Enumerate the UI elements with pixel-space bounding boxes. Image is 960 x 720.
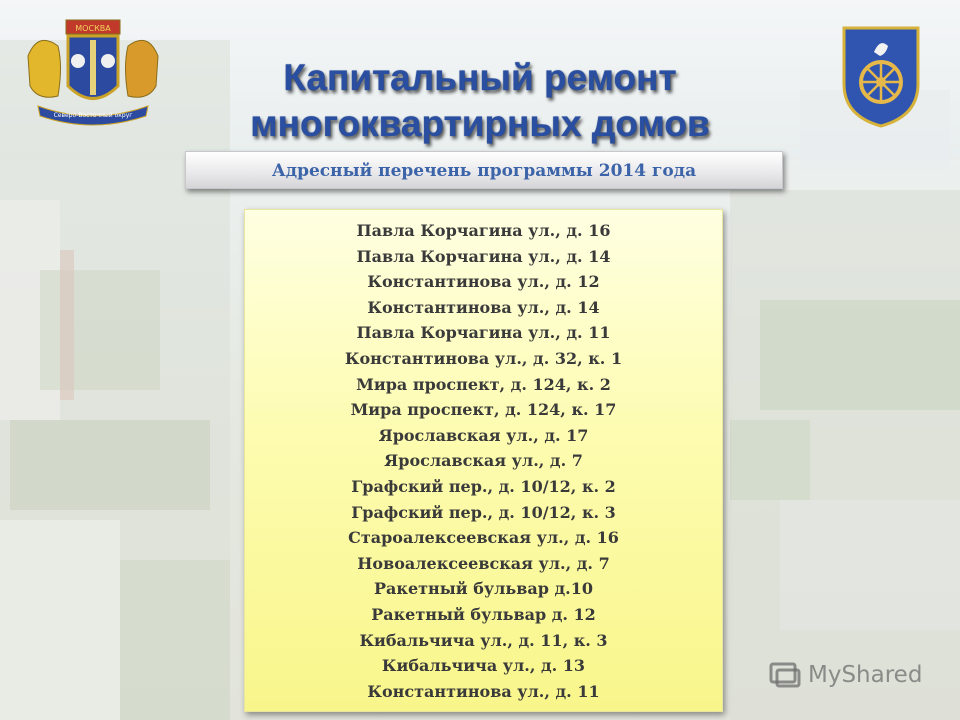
list-item: Кибальчича ул., д. 13 bbox=[381, 656, 586, 676]
list-item: Павла Корчагина ул., д. 14 bbox=[356, 246, 611, 266]
myshared-logo-icon bbox=[768, 660, 802, 690]
list-item: Павла Корчагина ул., д. 11 bbox=[356, 323, 611, 343]
watermark-text: MyShared bbox=[808, 662, 923, 688]
watermark bbox=[768, 655, 922, 695]
subtitle-banner: Адресный перечень программы 2014 года bbox=[185, 151, 783, 189]
address-list bbox=[244, 209, 723, 712]
list-item: Кибальчича ул., д. 11, к. 3 bbox=[359, 630, 608, 650]
municipal-coat-of-arms-icon bbox=[840, 24, 922, 130]
title-line-1: Капитальный ремонт bbox=[283, 57, 677, 98]
list-item: Ракетный бульвар д. 12 bbox=[371, 604, 596, 624]
list-item: Староалексеевская ул., д. 16 bbox=[348, 528, 619, 548]
list-item: Ракетный бульвар д.10 bbox=[373, 579, 594, 599]
list-item: Новоалексеевская ул., д. 7 bbox=[357, 553, 610, 573]
crest-top-text: МОСКВА bbox=[75, 24, 111, 33]
list-item: Константинова ул., д. 14 bbox=[367, 297, 600, 317]
slide-title bbox=[200, 55, 760, 147]
list-item: Ярославская ул., д. 7 bbox=[384, 451, 583, 471]
list-item: Константинова ул., д. 32, к. 1 bbox=[344, 348, 623, 368]
list-item: Мира проспект, д. 124, к. 2 bbox=[356, 374, 611, 394]
title-line-2: многоквартирных домов bbox=[250, 103, 710, 144]
list-item: Мира проспект, д. 124, к. 17 bbox=[350, 400, 617, 420]
list-item: Константинова ул., д. 12 bbox=[367, 272, 600, 292]
list-item: Графский пер., д. 10/12, к. 2 bbox=[351, 476, 616, 496]
list-item: Павла Корчагина ул., д. 16 bbox=[356, 221, 611, 240]
list-item: Графский пер., д. 10/12, к. 3 bbox=[351, 502, 616, 522]
district-coat-of-arms-icon bbox=[18, 16, 168, 128]
crest-ribbon-text: Северо-Восточный округ bbox=[53, 112, 133, 119]
list-item: Ярославская ул., д. 17 bbox=[378, 425, 589, 445]
list-item: Константинова ул., д. 11 bbox=[367, 681, 600, 701]
